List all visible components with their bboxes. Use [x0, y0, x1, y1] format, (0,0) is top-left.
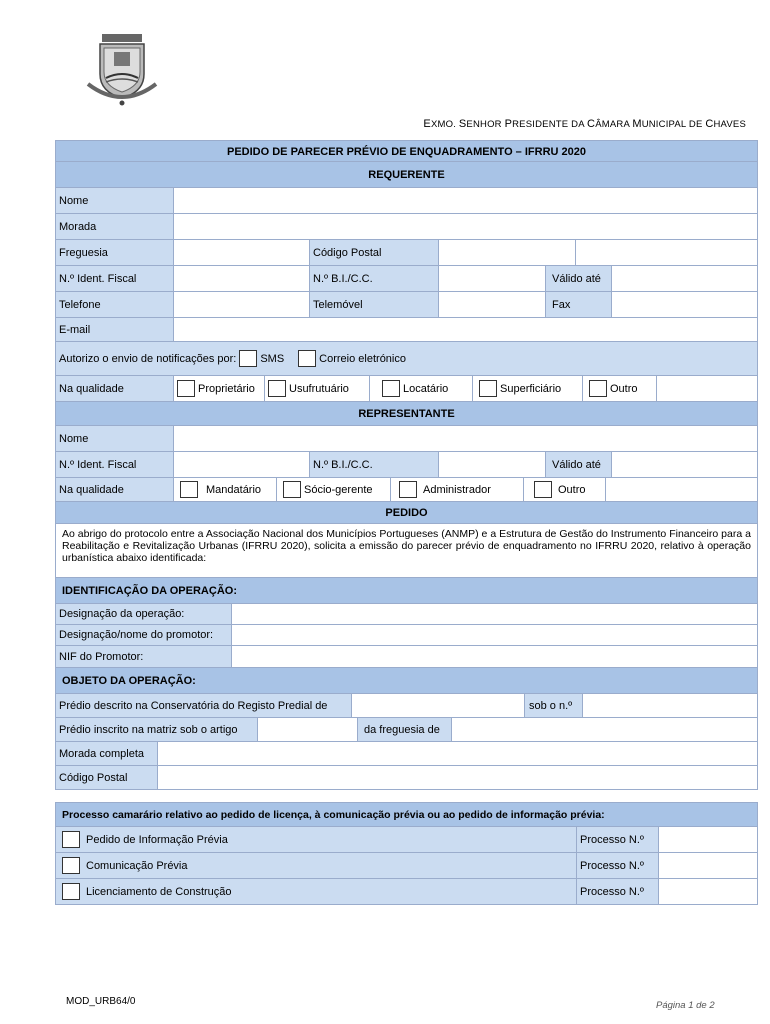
- rep-nif-input[interactable]: [174, 452, 310, 477]
- label-proprietario: Proprietário: [198, 382, 255, 395]
- telefone-input[interactable]: [174, 292, 310, 317]
- proprietario-checkbox[interactable]: [177, 380, 195, 397]
- section-objeto: OBJETO DA OPERAÇÃO:: [55, 668, 758, 694]
- representante-qualidade-row: [55, 478, 758, 502]
- label-processo-1: Processo N.º: [577, 827, 659, 852]
- label-mandatario: Mandatário: [206, 483, 262, 496]
- section-representante: REPRESENTANTE: [55, 402, 758, 426]
- label-codigo-postal: Código Postal: [310, 240, 439, 265]
- label-qualidade: Na qualidade: [56, 376, 174, 401]
- label-telefone: Telefone: [56, 292, 174, 317]
- conservatoria-input[interactable]: [352, 694, 525, 717]
- request-form: [55, 140, 758, 905]
- pedido-text: Ao abrigo do protocolo entre a Associação Nacional dos Municípios Portugueses (ANMP) e a Estrutura de Gestão do Instrumento Financeiro para a Reabilitação e Revitalização Urbanas (IFRRU 2020), solicita a emissão do parecer prévio de enquadramento no IFRRU 2020, relativo à operação urbanística abaixo identificada:: [55, 524, 758, 578]
- label-locatario: Locatário: [403, 382, 449, 395]
- rep-outro-checkbox[interactable]: [534, 481, 552, 498]
- label-designacao: Designação da operação:: [56, 604, 232, 624]
- requerente-morada-row: [55, 214, 758, 240]
- label-nif-promotor: NIF do Promotor:: [56, 646, 232, 667]
- rep-valido-input[interactable]: [612, 452, 757, 477]
- designacao-row: [55, 604, 758, 625]
- sob-n-input[interactable]: [583, 694, 757, 717]
- obj-codigo-postal-input[interactable]: [158, 766, 757, 789]
- freguesia-input[interactable]: [174, 240, 310, 265]
- processo-row-3: [55, 879, 758, 905]
- label-pip: Pedido de Informação Prévia: [86, 833, 228, 846]
- label-comunicacao: Comunicação Prévia: [86, 859, 188, 872]
- promotor-row: [55, 625, 758, 646]
- pip-checkbox[interactable]: [62, 831, 80, 848]
- label-predio-descrito: Prédio descrito na Conservatória do Registo Predial de: [56, 694, 352, 717]
- label-morada: Morada: [56, 214, 174, 239]
- nif-input[interactable]: [174, 266, 310, 291]
- rep-label-nif: N.º Ident. Fiscal: [56, 452, 174, 477]
- obj-freguesia-input[interactable]: [452, 718, 757, 741]
- representante-ident-row: [55, 452, 758, 478]
- nome-input[interactable]: [174, 188, 757, 213]
- requerente-contact-row: [55, 292, 758, 318]
- requerente-ident-row: [55, 266, 758, 292]
- label-processo-3: Processo N.º: [577, 879, 659, 904]
- rep-label-outro: Outro: [558, 483, 586, 496]
- label-fax: Fax: [546, 292, 612, 317]
- rep-outro-input[interactable]: [606, 478, 757, 501]
- morada-completa-input[interactable]: [158, 742, 757, 765]
- requerente-email-row: [55, 318, 758, 342]
- telemovel-input[interactable]: [439, 292, 546, 317]
- bi-input[interactable]: [439, 266, 546, 291]
- requerente-nome-row: [55, 188, 758, 214]
- locatario-checkbox[interactable]: [382, 380, 400, 397]
- label-processo-2: Processo N.º: [577, 853, 659, 878]
- label-superficiario: Superficiário: [500, 382, 562, 395]
- label-nif: N.º Ident. Fiscal: [56, 266, 174, 291]
- label-valido: Válido até: [546, 266, 612, 291]
- sms-checkbox[interactable]: [239, 350, 257, 367]
- processo-row-1: [55, 827, 758, 853]
- page-number: Página 1 de 2: [656, 1000, 715, 1011]
- addressee-line: EXMO. SENHOR PRESIDENTE DA CÂMARA MUNICIPAL DE CHAVES: [423, 118, 746, 130]
- correio-checkbox[interactable]: [298, 350, 316, 367]
- label-bi: N.º B.I./C.C.: [310, 266, 439, 291]
- designacao-input[interactable]: [232, 604, 757, 624]
- label-socio: Sócio-gerente: [304, 483, 373, 496]
- label-outro: Outro: [610, 382, 638, 395]
- artigo-input[interactable]: [258, 718, 358, 741]
- nif-promotor-input[interactable]: [232, 646, 757, 667]
- label-predio-inscrito: Prédio inscrito na matriz sob o artigo: [56, 718, 258, 741]
- socio-checkbox[interactable]: [283, 481, 301, 498]
- rep-label-valido: Válido até: [546, 452, 612, 477]
- comunicacao-checkbox[interactable]: [62, 857, 80, 874]
- processo-2-input[interactable]: [659, 853, 757, 878]
- morada-input[interactable]: [174, 214, 757, 239]
- processo-1-input[interactable]: [659, 827, 757, 852]
- section-pedido: PEDIDO: [55, 502, 758, 524]
- form-title: PEDIDO DE PARECER PRÉVIO DE ENQUADRAMENTO – IFRRU 2020: [55, 140, 758, 162]
- codigo-postal-ext-input[interactable]: [576, 240, 757, 265]
- obj-label-codigo-postal: Código Postal: [56, 766, 158, 789]
- rep-label-bi: N.º B.I./C.C.: [310, 452, 439, 477]
- administrador-checkbox[interactable]: [399, 481, 417, 498]
- promotor-input[interactable]: [232, 625, 757, 645]
- mandatario-checkbox[interactable]: [180, 481, 198, 498]
- superficiario-checkbox[interactable]: [479, 380, 497, 397]
- label-usufrutuario: Usufrutuário: [289, 382, 349, 395]
- valido-input[interactable]: [612, 266, 757, 291]
- label-autorizo: Autorizo o envio de notificações por:: [59, 352, 237, 365]
- predio-descrito-row: [55, 694, 758, 718]
- form-code: MOD_URB64/0: [66, 996, 136, 1007]
- predio-inscrito-row: [55, 718, 758, 742]
- label-da-freguesia: da freguesia de: [358, 718, 452, 741]
- label-correio: Correio eletrónico: [319, 352, 406, 365]
- outro-checkbox[interactable]: [589, 380, 607, 397]
- processo-3-input[interactable]: [659, 879, 757, 904]
- label-promotor: Designação/nome do promotor:: [56, 625, 232, 645]
- label-email: E-mail: [56, 318, 174, 341]
- rep-label-qualidade: Na qualidade: [56, 478, 174, 501]
- label-freguesia: Freguesia: [56, 240, 174, 265]
- label-telemovel: Telemóvel: [310, 292, 439, 317]
- section-requerente: REQUERENTE: [55, 162, 758, 188]
- rep-label-nome: Nome: [56, 426, 174, 451]
- nif-promotor-row: [55, 646, 758, 668]
- section-processo: Processo camarário relativo ao pedido de licença, à comunicação prévia ou ao pedido de informação prévia:: [55, 802, 758, 827]
- section-identificacao: IDENTIFICAÇÃO DA OPERAÇÃO:: [55, 578, 758, 604]
- usufrutuario-checkbox[interactable]: [268, 380, 286, 397]
- label-administrador: Administrador: [423, 483, 491, 496]
- label-nome: Nome: [56, 188, 174, 213]
- spacer: [55, 790, 758, 802]
- requerente-freguesia-row: [55, 240, 758, 266]
- label-licenciamento: Licenciamento de Construção: [86, 885, 232, 898]
- municipal-crest-logo: [82, 34, 162, 106]
- label-sms: SMS: [260, 352, 285, 365]
- label-sob-n: sob o n.º: [525, 694, 583, 717]
- rep-bi-input[interactable]: [439, 452, 546, 477]
- email-input[interactable]: [174, 318, 757, 341]
- notificacoes-row: [55, 342, 758, 376]
- outro-input[interactable]: [657, 376, 757, 401]
- label-morada-completa: Morada completa: [56, 742, 158, 765]
- morada-completa-row: [55, 742, 758, 766]
- processo-row-2: [55, 853, 758, 879]
- representante-nome-row: [55, 426, 758, 452]
- requerente-qualidade-row: [55, 376, 758, 402]
- codigo-postal-input[interactable]: [439, 240, 576, 265]
- rep-nome-input[interactable]: [174, 426, 757, 451]
- obj-codigo-postal-row: [55, 766, 758, 790]
- fax-input[interactable]: [612, 292, 757, 317]
- licenciamento-checkbox[interactable]: [62, 883, 80, 900]
